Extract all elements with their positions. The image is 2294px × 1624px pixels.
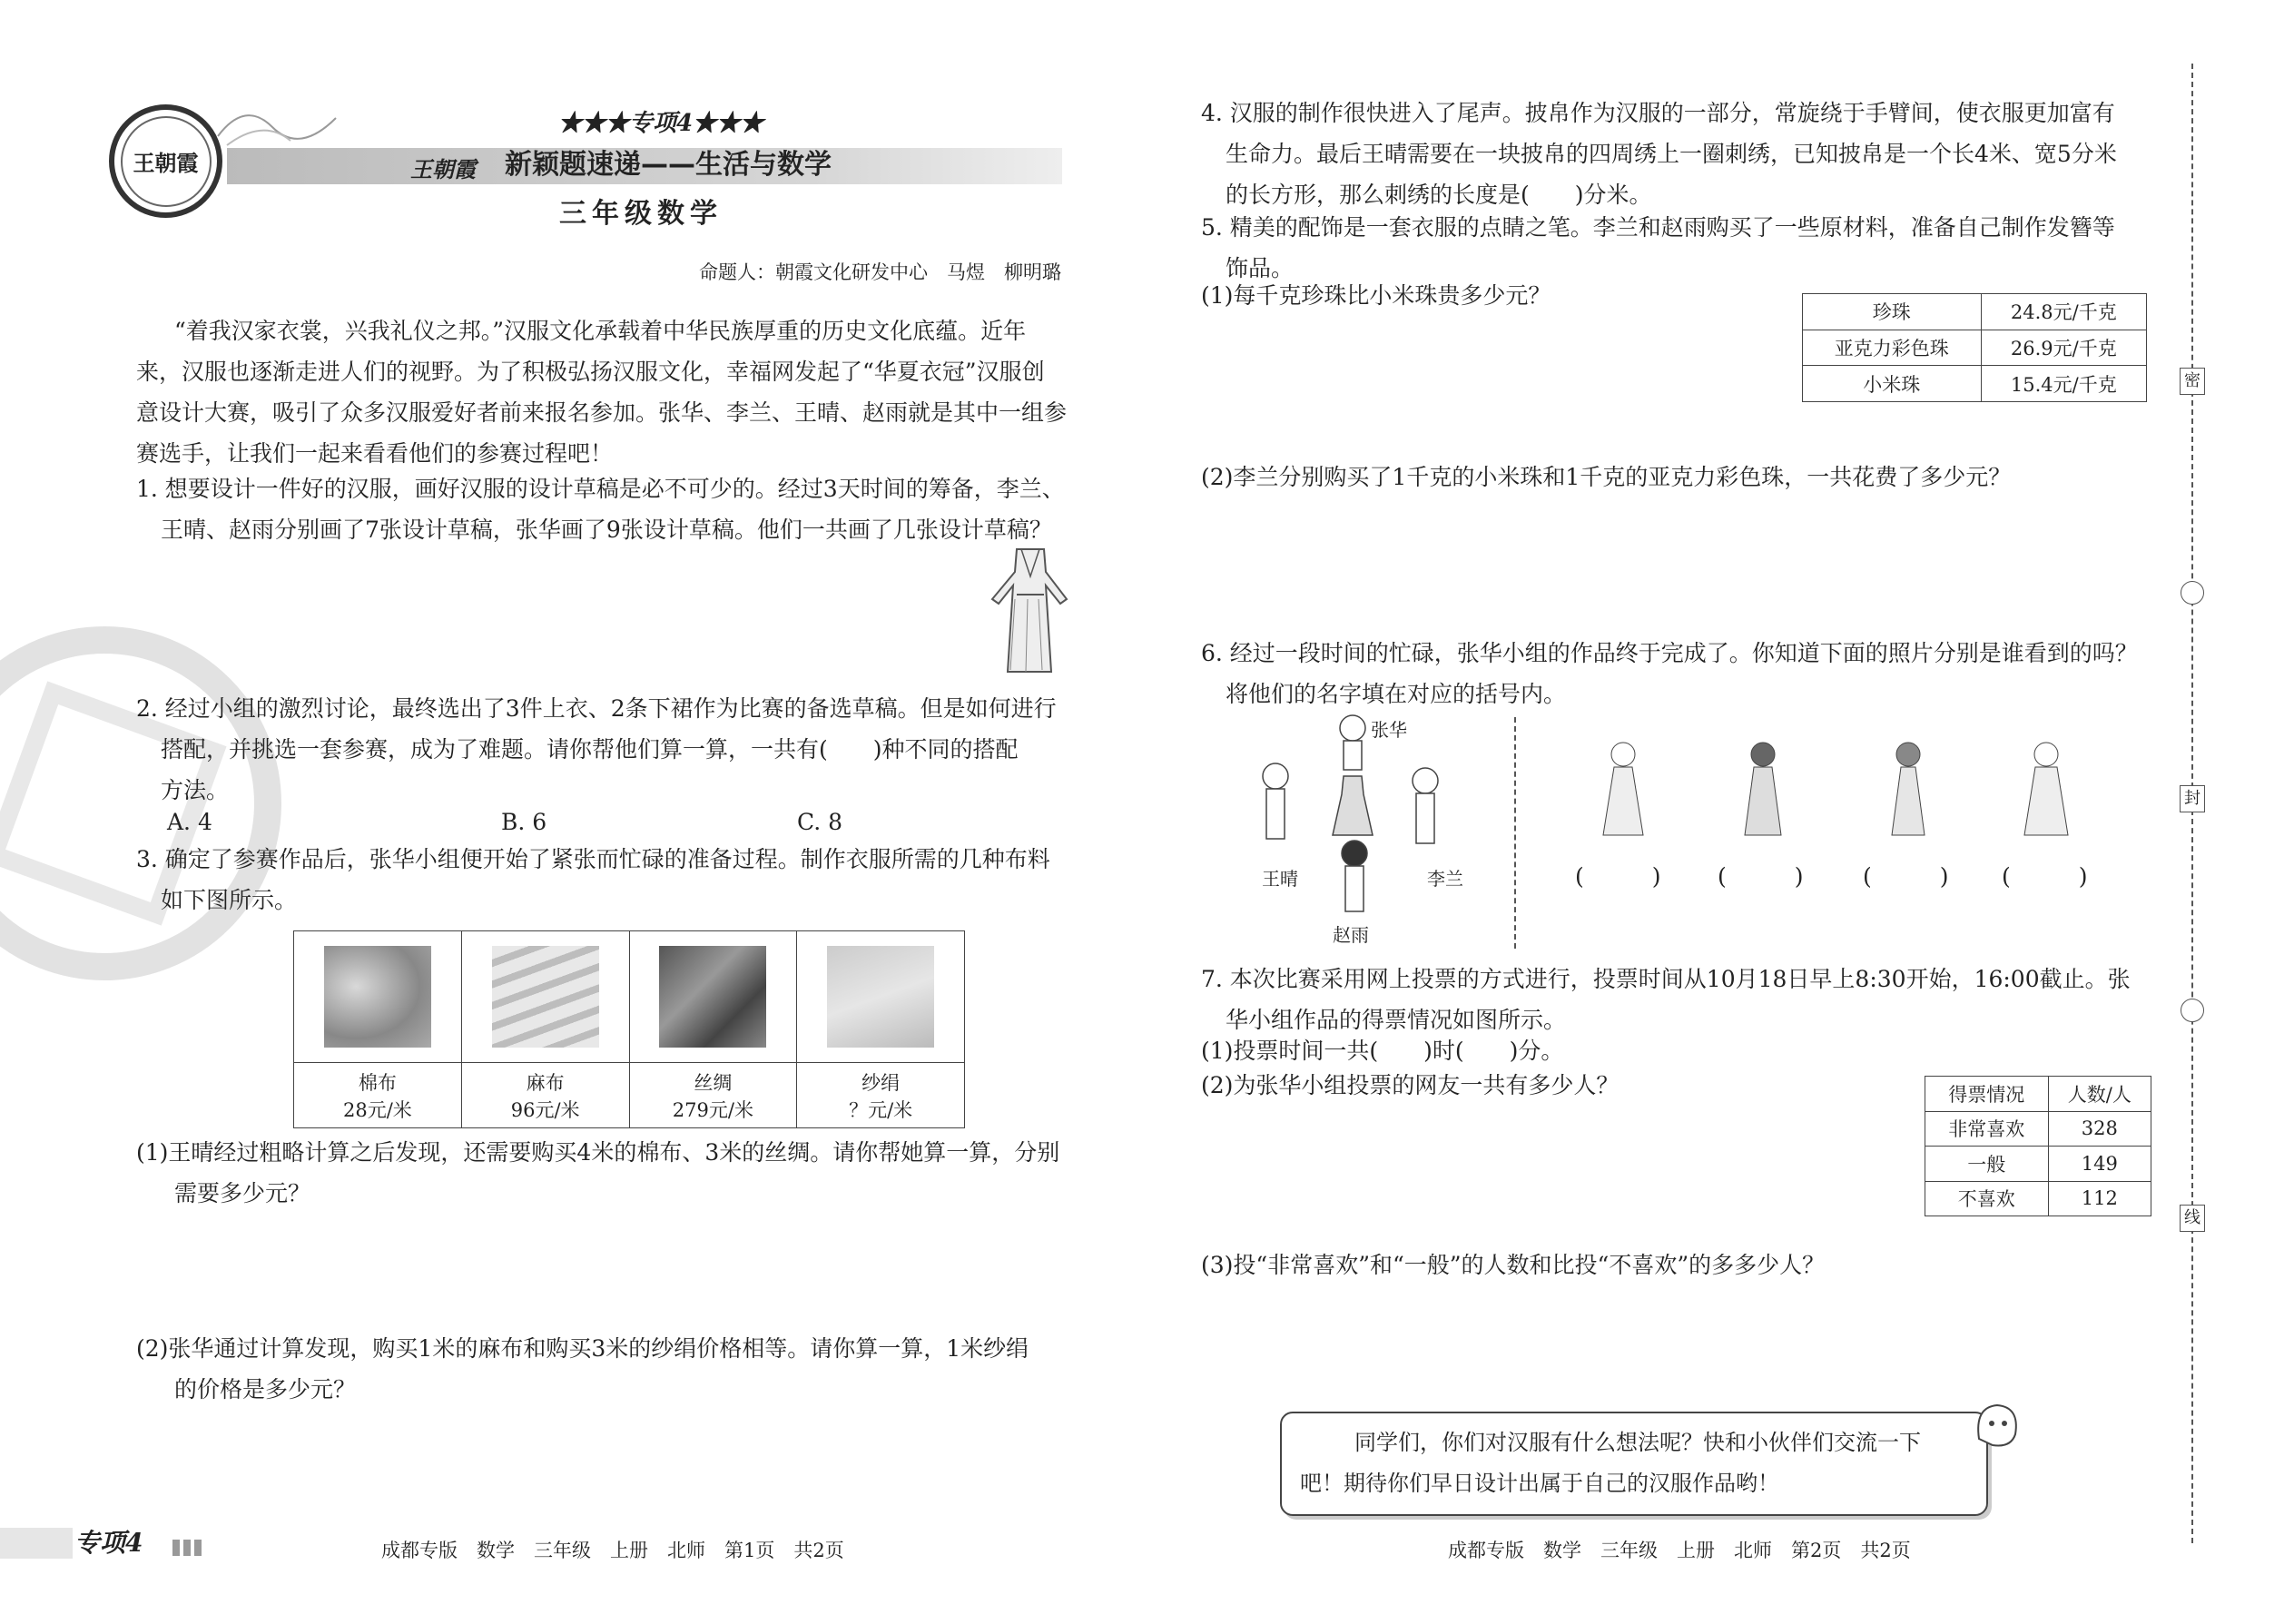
q3-2-line: 的价格是多少元？ bbox=[174, 1376, 357, 1403]
q3-1-line: 需要多少元？ bbox=[174, 1180, 311, 1206]
votes-header: 人数/人 bbox=[2048, 1077, 2151, 1112]
votes-table bbox=[1925, 1076, 2151, 1216]
fabric-image-silk bbox=[629, 931, 797, 1063]
authors: 命题人：朝霞文化研发中心 马煜 柳明璐 bbox=[699, 261, 1061, 283]
question-7 bbox=[1201, 959, 2163, 1040]
q6-photo bbox=[1596, 740, 1650, 840]
question-7-3: (3)投“非常喜欢”和“一般”的人数和比投“不喜欢”的多多少人？ bbox=[1201, 1252, 1826, 1278]
fabric-price: 279元/米 bbox=[672, 1098, 753, 1121]
cut-label-xian: 线 bbox=[2180, 1205, 2205, 1232]
question-6 bbox=[1201, 633, 2163, 714]
q7-line: 华小组作品的得票情况如图所示。 bbox=[1226, 1007, 1567, 1033]
fabric-cell bbox=[629, 1063, 797, 1128]
question-2 bbox=[136, 688, 1098, 811]
question-1 bbox=[136, 468, 1098, 550]
q6-name-right: 李兰 bbox=[1427, 868, 1463, 890]
q1-line: 王晴、赵雨分别画了7张设计草稿，张华画了9张设计草稿。他们一共画了几张设计草稿？ bbox=[161, 517, 1052, 543]
votes-label: 一般 bbox=[1925, 1147, 2049, 1182]
q2-option-a[interactable]: A. 4 bbox=[167, 809, 212, 835]
q6-line: 6. 经过一段时间的忙碌，张华小组的作品终于完成了。你知道下面的照片分别是谁看到的吗？ bbox=[1201, 640, 2138, 666]
grade-title: 三年级数学 bbox=[559, 198, 723, 230]
q3-line: 3. 确定了参赛作品后，张华小组便开始了紧张而忙碌的准备过程。制作衣服所需的几种布料 bbox=[136, 846, 1050, 872]
q2-line: 方法。 bbox=[161, 777, 230, 803]
question-7-1: (1)投票时间一共( )时( )分。 bbox=[1201, 1038, 1564, 1064]
votes-count: 112 bbox=[2048, 1181, 2151, 1216]
q6-name-left: 王晴 bbox=[1262, 868, 1298, 890]
logo-text: 王朝霞 bbox=[121, 116, 212, 207]
cut-label-feng: 封 bbox=[2180, 785, 2205, 812]
q6-photo bbox=[2019, 740, 2073, 840]
fabric-image-linen bbox=[461, 931, 629, 1063]
fabric-image-cotton bbox=[294, 931, 462, 1063]
q6-answer-blank-4[interactable]: ( ) bbox=[2002, 863, 2088, 890]
brand-logo bbox=[109, 104, 222, 218]
fabric-price: 96元/米 bbox=[510, 1098, 580, 1121]
fabric-name: 丝绸 bbox=[694, 1071, 733, 1094]
closing-line: 同学们，你们对汉服有什么想法呢？快和小伙伴们交流一下 bbox=[1354, 1430, 1921, 1455]
question-7-2: (2)为张华小组投票的网友一共有多少人？ bbox=[1201, 1072, 1620, 1098]
intro-line: “着我汉家衣裳，兴我礼仪之邦。”汉服文化承载着中华民族厚重的历史文化底蕴。近年 bbox=[174, 318, 1027, 344]
cut-label-mi: 密 bbox=[2180, 368, 2205, 395]
q4-line: 生命力。最后王晴需要在一块披帛的四周绣上一圈刺绣，已知披帛是一个长4米、宽5分米 bbox=[1226, 141, 2117, 167]
q4-line: 的长方形，那么刺绣的长度是( )分米。 bbox=[1226, 182, 1652, 208]
fabric-name: 棉布 bbox=[358, 1071, 397, 1094]
q6-photo bbox=[1736, 740, 1790, 840]
question-4 bbox=[1201, 93, 2163, 215]
fabric-image-gauze bbox=[797, 931, 965, 1063]
q4-line: 4. 汉服的制作很快进入了尾声。披帛作为汉服的一部分，常旋绕于手臂间，使衣服更加富有 bbox=[1201, 100, 2115, 126]
q2-option-b[interactable]: B. 6 bbox=[501, 809, 547, 835]
bead-name: 珍珠 bbox=[1803, 294, 1982, 330]
q6-answer-blank-2[interactable]: ( ) bbox=[1718, 863, 1804, 890]
bead-price: 26.9元/千克 bbox=[1981, 330, 2146, 366]
fabric-price: 28元/米 bbox=[342, 1098, 412, 1121]
votes-header: 得票情况 bbox=[1925, 1077, 2049, 1112]
intro-paragraph bbox=[136, 310, 1098, 474]
votes-count: 328 bbox=[2048, 1111, 2151, 1147]
footer-left-info: 成都专版 数学 三年级 上册 北师 第1页 共2页 bbox=[381, 1540, 844, 1561]
footer-right-info: 成都专版 数学 三年级 上册 北师 第2页 共2页 bbox=[1448, 1540, 1911, 1561]
bead-name: 亚克力彩色珠 bbox=[1803, 330, 1982, 366]
q5-line: 饰品。 bbox=[1226, 255, 1295, 281]
ribbon-decoration-icon bbox=[209, 100, 345, 154]
beads-price-table bbox=[1802, 293, 2147, 402]
footer-tag: 专项4 bbox=[74, 1528, 143, 1558]
q2-line: 搭配，并挑选一套参赛，成为了难题。请你帮他们算一算，一共有( )种不同的搭配 bbox=[161, 736, 1019, 763]
bead-price: 24.8元/千克 bbox=[1981, 294, 2146, 330]
q2-option-c[interactable]: C. 8 bbox=[797, 809, 843, 835]
fabric-table bbox=[293, 930, 965, 1128]
question-3 bbox=[136, 839, 1098, 920]
question-3-1 bbox=[136, 1132, 1108, 1214]
votes-label: 不喜欢 bbox=[1925, 1181, 2049, 1216]
bead-price: 15.4元/千克 bbox=[1981, 366, 2146, 402]
q6-answer-blank-1[interactable]: ( ) bbox=[1575, 863, 1661, 890]
hanfu-dress-icon bbox=[980, 545, 1080, 681]
intro-line: 意设计大赛，吸引了众多汉服爱好者前来报名参加。张华、李兰、王晴、赵雨就是其中一组参 bbox=[136, 399, 1068, 426]
page-title: 新颖题速递——生活与数学 bbox=[505, 149, 832, 181]
question-5 bbox=[1201, 207, 2163, 289]
q6-photo bbox=[1881, 740, 1935, 840]
footer-tag-bar bbox=[0, 1528, 73, 1559]
brand-mark-small: 王朝霞 bbox=[410, 156, 476, 182]
q3-1-line: (1)王晴经过粗略计算之后发现，还需要购买4米的棉布、3米的丝绸。请你帮她算一算，分别 bbox=[136, 1139, 1060, 1166]
intro-line: 赛选手，让我们一起来看看他们的参赛过程吧！ bbox=[136, 440, 614, 467]
q3-2-line: (2)张华通过计算发现，购买1米的麻布和购买3米的纱绢价格相等。请你算一算，1米纱绢 bbox=[136, 1335, 1029, 1362]
fabric-name: 麻布 bbox=[526, 1071, 565, 1094]
q6-answer-blank-3[interactable]: ( ) bbox=[1863, 863, 1949, 890]
q6-name-bottom: 赵雨 bbox=[1333, 924, 1369, 946]
intro-line: 来，汉服也逐渐走进人们的视野。为了积极弘扬汉服文化，幸福网发起了“华夏衣冠”汉服创 bbox=[136, 359, 1045, 385]
fabric-cell bbox=[294, 1063, 462, 1128]
q7-line: 7. 本次比赛采用网上投票的方式进行，投票时间从10月18日早上8:30开始，16:00截止。张 bbox=[1201, 966, 2131, 992]
question-3-2 bbox=[136, 1328, 1108, 1410]
series-label: ★★★专项4★★★ bbox=[558, 110, 764, 137]
q6-line: 将他们的名字填在对应的括号内。 bbox=[1226, 681, 1567, 707]
q1-line: 1. 想要设计一件好的汉服，画好汉服的设计草稿是必不可少的。经过3天时间的筹备，李兰、 bbox=[136, 476, 1065, 502]
votes-label: 非常喜欢 bbox=[1925, 1111, 2049, 1147]
fabric-cell bbox=[461, 1063, 629, 1128]
fabric-price: ？元/米 bbox=[849, 1098, 913, 1121]
closing-bubble bbox=[1280, 1412, 1988, 1516]
question-5-1: (1)每千克珍珠比小米珠贵多少元？ bbox=[1201, 282, 1551, 309]
bead-name: 小米珠 bbox=[1803, 366, 1982, 402]
votes-count: 149 bbox=[2048, 1147, 2151, 1182]
footer-squares-icon bbox=[172, 1540, 205, 1556]
scissors-icon bbox=[2181, 999, 2204, 1022]
fabric-name: 纱绢 bbox=[861, 1071, 901, 1094]
q5-line: 5. 精美的配饰是一套衣服的点睛之笔。李兰和赵雨购买了一些原材料，准备自己制作发簪等 bbox=[1201, 214, 2115, 241]
mascot-icon bbox=[1970, 1398, 2024, 1452]
scissors-icon bbox=[2181, 581, 2204, 605]
q6-name-top: 张华 bbox=[1371, 719, 1407, 741]
closing-line: 吧！期待你们早日设计出属于自己的汉服作品哟！ bbox=[1300, 1471, 1779, 1496]
fabric-cell bbox=[797, 1063, 965, 1128]
q3-line: 如下图所示。 bbox=[161, 887, 298, 913]
q2-line: 2. 经过小组的激烈讨论，最终选出了3件上衣、2条下裙作为比赛的备选草稿。但是如何进行 bbox=[136, 695, 1057, 722]
question-5-2: (2)李兰分别购买了1千克的小米珠和1千克的亚克力彩色珠，一共花费了多少元？ bbox=[1201, 464, 2012, 490]
q6-divider bbox=[1514, 717, 1516, 949]
